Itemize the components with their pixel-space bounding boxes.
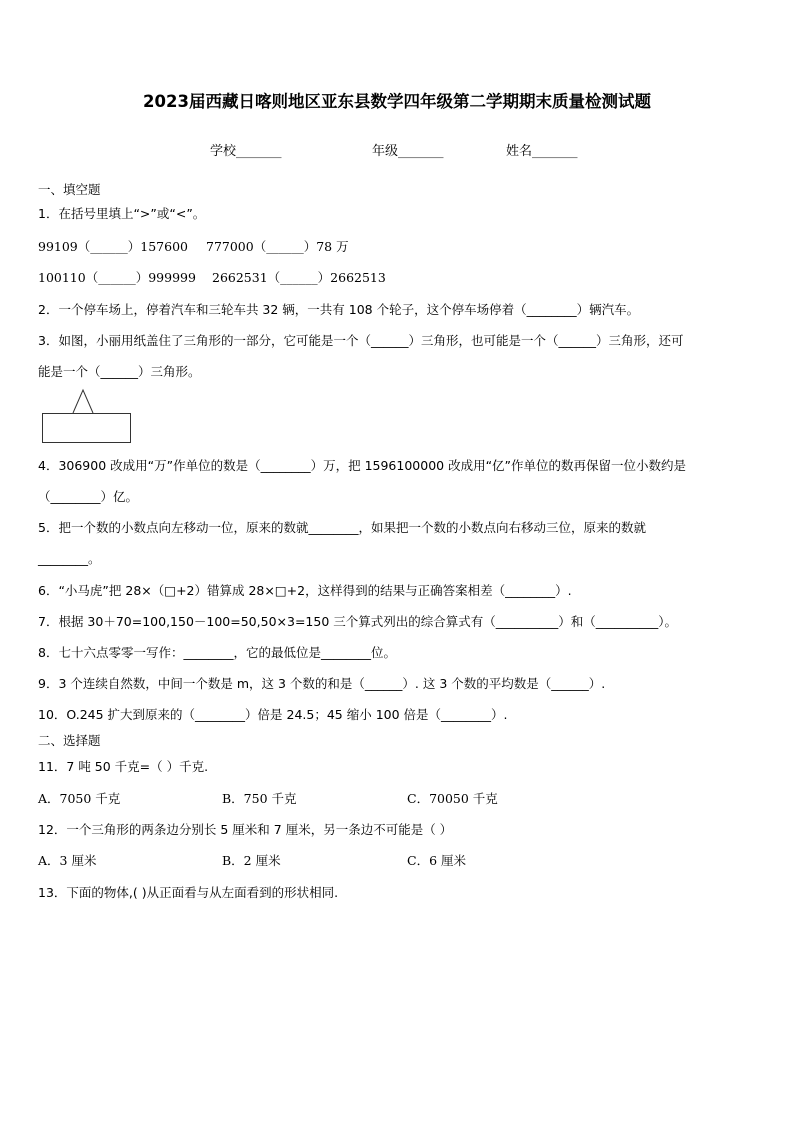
question-9: 9．3 个连续自然数，中间一个数是 m，这 3 个数的和是（______）. 这 3 个数的平均数是（______）.	[38, 676, 606, 691]
question-1-item-3: 100110（______）999999	[38, 270, 196, 285]
grade-field[interactable]: 年级_______	[372, 144, 444, 159]
school-field[interactable]: 学校_______	[210, 144, 282, 159]
covered-triangle-figure	[40, 388, 134, 446]
question-12-option-b[interactable]: B．2 厘米	[222, 853, 281, 868]
question-3-line-2: 能是一个（______）三角形。	[38, 364, 201, 379]
question-11-option-c[interactable]: C．70050 千克	[407, 791, 498, 806]
question-12-option-c[interactable]: C．6 厘米	[407, 853, 466, 868]
question-12-stem: 12．一个三角形的两条边分别长 5 厘米和 7 厘米，另一条边不可能是（ ）	[38, 822, 453, 837]
question-1-item-4: 2662531（______）2662513	[212, 270, 386, 285]
question-5-line-1: 5．把一个数的小数点向左移动一位，原来的数就________，如果把一个数的小数点向右移动三位，原来的数就	[38, 520, 646, 535]
question-2: 2．一个停车场上，停着汽车和三轮车共 32 辆，一共有 108 个轮子，这个停车场停着（________）辆汽车。	[38, 302, 640, 317]
question-7: 7．根据 30＋70=100,150－100=50,50×3=150 三个算式列出的综合算式有（__________）和（__________）。	[38, 614, 678, 629]
question-10: 10．O.245 扩大到原来的（________）倍是 24.5；45 缩小 100 倍是（________）.	[38, 707, 508, 722]
question-12-option-a[interactable]: A．3 厘米	[38, 853, 97, 868]
question-11-stem: 11．7 吨 50 千克=（ ）千克.	[38, 759, 209, 774]
question-5-line-2: ________。	[38, 551, 101, 566]
question-1-item-2: 777000（______）78 万	[206, 239, 349, 254]
section-heading-multiple-choice: 二、选择题	[38, 733, 101, 748]
question-3-line-1: 3．如图，小丽用纸盖住了三角形的一部分，它可能是一个（______）三角形，也可能是一个（______）三角形，还可	[38, 333, 684, 348]
question-11-option-a[interactable]: A．7050 千克	[38, 791, 121, 806]
question-1-stem: 1．在括号里填上“>”或“<”。	[38, 206, 206, 221]
name-field[interactable]: 姓名_______	[506, 144, 578, 159]
question-4-line-1: 4．306900 改成用“万”作单位的数是（________）万，把 1596100000 改成用“亿”作单位的数再保留一位小数约是	[38, 458, 687, 473]
section-heading-fill-blank: 一、填空题	[38, 182, 101, 197]
question-8: 8．七十六点零零一写作：________，它的最低位是________位。	[38, 645, 396, 660]
page-title: 2023届西藏日喀则地区亚东县数学四年级第二学期期末质量检测试题	[143, 92, 651, 111]
question-13: 13．下面的物体,( )从正面看与从左面看到的形状相同.	[38, 885, 339, 900]
question-11-option-b[interactable]: B．750 千克	[222, 791, 297, 806]
question-6: 6．“小马虎”把 28×（□+2）错算成 28×□+2，这样得到的结果与正确答案相差（________）.	[38, 583, 572, 598]
question-4-line-2: （________）亿。	[38, 489, 139, 504]
question-1-item-1: 99109（______）157600	[38, 239, 188, 254]
